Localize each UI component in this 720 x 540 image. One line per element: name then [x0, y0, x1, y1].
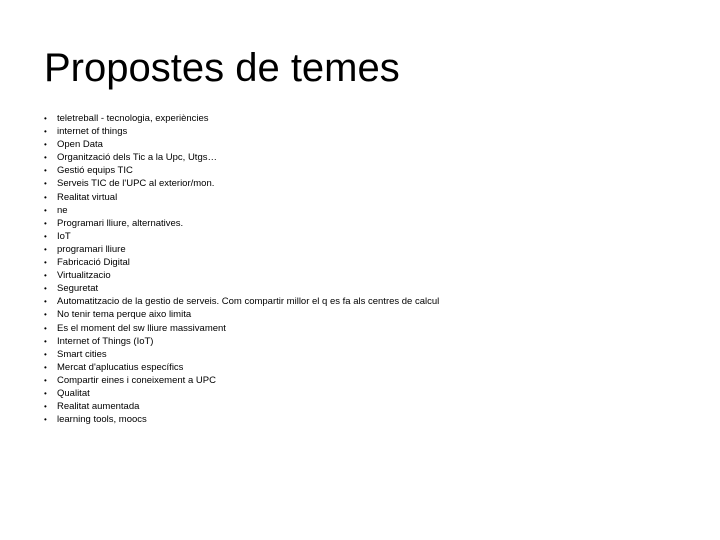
list-item-text: Gestió equips TIC [57, 165, 133, 177]
list-item-text: IoT [57, 230, 71, 242]
list-item [44, 230, 704, 243]
bullet-icon: • [44, 415, 47, 425]
bullet-icon: • [44, 179, 47, 189]
list-item [44, 387, 704, 400]
list-item [44, 361, 704, 374]
list-item [44, 400, 704, 413]
list-item [44, 269, 704, 282]
list-item [44, 125, 704, 138]
list-item [44, 322, 704, 335]
list-item-text: Programari lliure, alternatives. [57, 217, 184, 229]
list-item-text: Serveis TIC de l'UPC al exterior/mon. [57, 178, 215, 190]
list-item-text: Automatitzacio de la gestio de serveis. Com compartir millor el q es fa als centres de calcul [57, 296, 440, 308]
list-item-text: Fabricació Digital [57, 257, 130, 269]
list-item-text: learning tools, moocs [57, 414, 147, 426]
bullet-icon: • [44, 271, 47, 281]
bullet-icon: • [44, 244, 47, 254]
list-item [44, 177, 704, 190]
list-item-text: Seguretat [57, 283, 99, 295]
bullet-icon: • [44, 231, 47, 241]
bullet-icon: • [44, 205, 47, 215]
list-item [44, 335, 704, 348]
bullet-icon: • [44, 166, 47, 176]
bullet-icon: • [44, 323, 47, 333]
list-item-text: programari lliure [57, 243, 126, 255]
list-item-text: Qualitat [57, 387, 90, 399]
list-item-text: No tenir tema perque aixo limita [57, 309, 192, 321]
list-item [44, 282, 704, 295]
list-item [44, 374, 704, 387]
bullet-icon: • [44, 402, 47, 412]
list-item-text: ne [57, 204, 68, 216]
list-item-text: Open Data [57, 139, 103, 151]
list-item-text: Mercat d'aplucatius específics [57, 361, 184, 373]
bullet-list [44, 112, 704, 426]
bullet-icon: • [44, 258, 47, 268]
list-item [44, 308, 704, 321]
bullet-icon: • [44, 297, 47, 307]
list-item [44, 164, 704, 177]
list-item-text: Compartir eines i coneixement a UPC [57, 374, 216, 386]
list-item-text: Es el moment del sw lliure massivament [57, 322, 226, 334]
list-item-text: Realitat aumentada [57, 401, 140, 413]
bullet-icon: • [44, 192, 47, 202]
bullet-icon: • [44, 218, 47, 228]
slide-title: Propostes de temes [44, 46, 400, 90]
list-item-text: Internet of Things (IoT) [57, 335, 154, 347]
bullet-icon: • [44, 140, 47, 150]
list-item [44, 243, 704, 256]
list-item-text: teletreball - tecnologia, experiències [57, 113, 209, 124]
bullet-icon: • [44, 114, 47, 123]
list-item-text: Smart cities [57, 348, 107, 360]
list-item [44, 204, 704, 217]
bullet-icon: • [44, 127, 47, 137]
bullet-icon: • [44, 336, 47, 346]
list-item [44, 413, 704, 426]
bullet-icon: • [44, 153, 47, 163]
bullet-icon: • [44, 310, 47, 320]
list-item-text: internet of things [57, 126, 128, 138]
list-item [44, 191, 704, 204]
bullet-icon: • [44, 375, 47, 385]
list-item [44, 217, 704, 230]
list-item [44, 348, 704, 361]
list-item [44, 295, 704, 308]
list-item-text: Virtualitzacio [57, 270, 111, 282]
list-item [44, 151, 704, 164]
list-item-text: Realitat virtual [57, 191, 118, 203]
bullet-icon: • [44, 362, 47, 372]
bullet-icon: • [44, 349, 47, 359]
list-item [44, 112, 704, 125]
bullet-icon: • [44, 388, 47, 398]
bullet-icon: • [44, 284, 47, 294]
list-item [44, 138, 704, 151]
list-item [44, 256, 704, 269]
list-item-text: Organització dels Tic a la Upc, Utgs… [57, 152, 217, 164]
